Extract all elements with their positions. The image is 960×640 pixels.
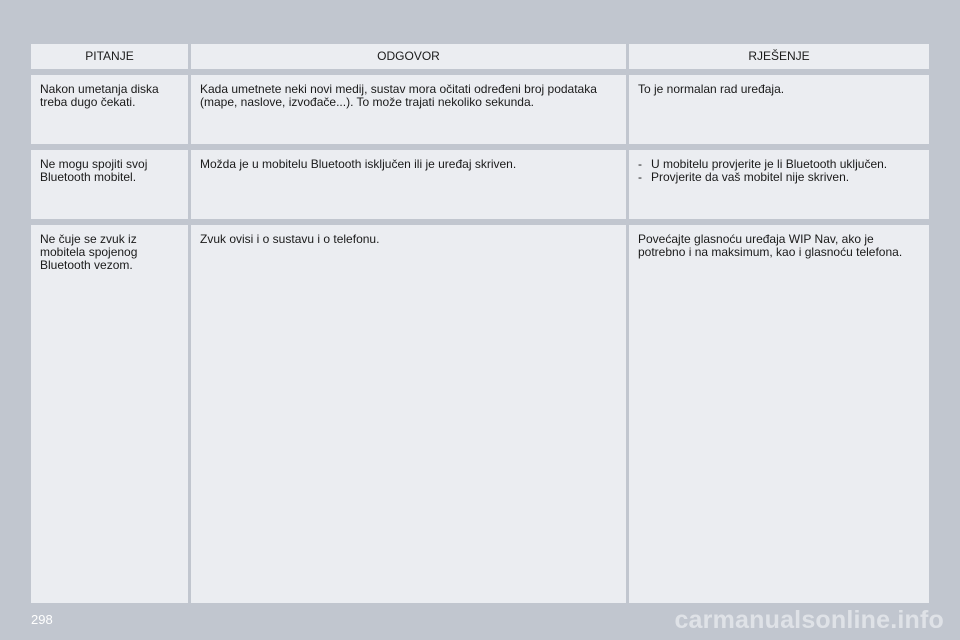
table-row xyxy=(31,150,929,219)
answer-cell: Kada umetnete neki novi medij, sustav mora očitati određeni broj podataka (mape, naslove, izvođače...). To može trajati nekoliko sekunda. xyxy=(191,75,626,144)
header-answer: ODGOVOR xyxy=(191,44,626,69)
table-row xyxy=(31,225,929,603)
question-cell: Ne čuje se zvuk iz mobitela spojenog Bluetooth vezom. xyxy=(31,225,188,603)
header-solution: RJEŠENJE xyxy=(629,44,929,69)
solution-line: Povećajte glasnoću uređaja WIP Nav, ako je potrebno i na maksimum, kao i glasnoću telefona. xyxy=(638,232,903,259)
solution-cell xyxy=(629,225,929,603)
solution-line: U mobitelu provjerite je li Bluetooth uključen. xyxy=(651,157,888,171)
list-dash: - xyxy=(638,157,642,171)
list-dash: - xyxy=(638,170,642,184)
page-number: 298 xyxy=(31,612,53,627)
question-cell: Ne mogu spojiti svoj Bluetooth mobitel. xyxy=(31,150,188,219)
watermark: carmanualsonline.info xyxy=(674,606,944,634)
solution-line: To je normalan rad uređaja. xyxy=(638,82,785,96)
solution-cell xyxy=(629,150,929,219)
answer-cell: Zvuk ovisi i o sustavu i o telefonu. xyxy=(191,225,626,603)
solution-list-item xyxy=(638,171,923,184)
question-cell: Nakon umetanja diska treba dugo čekati. xyxy=(31,75,188,144)
troubleshooting-table xyxy=(31,44,929,609)
table-header-row xyxy=(31,44,929,69)
solution-cell xyxy=(629,75,929,144)
header-question: PITANJE xyxy=(31,44,188,69)
table-row xyxy=(31,75,929,144)
answer-cell: Možda je u mobitelu Bluetooth isključen ili je uređaj skriven. xyxy=(191,150,626,219)
solution-line: Provjerite da vaš mobitel nije skriven. xyxy=(651,170,850,184)
